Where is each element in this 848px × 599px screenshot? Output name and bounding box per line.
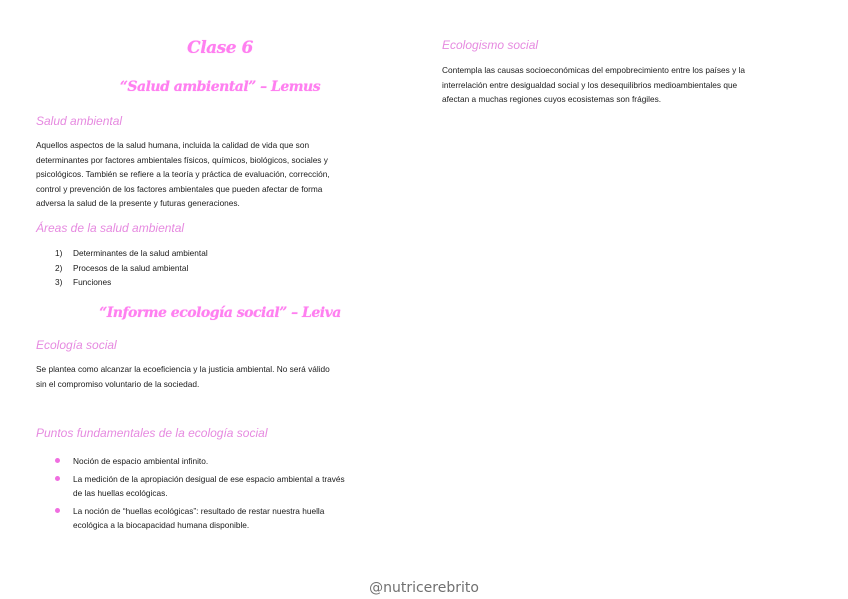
- text-line: Contempla las causas socioeconómicas del empobrecimiento entre los países y la: [442, 65, 745, 75]
- list-item: [55, 472, 345, 501]
- paragraph-salud-ambiental: [36, 138, 330, 211]
- heading-areas-salud-ambiental: Áreas de la salud ambiental: [36, 221, 185, 235]
- bullet-dot-icon: [55, 476, 60, 481]
- list-number: 1): [55, 248, 63, 258]
- puntos-list: [55, 454, 345, 536]
- text-line: interrelación entre desigualdad social y los desequilibrios medioambientales que: [442, 79, 738, 90]
- class-title: Clase 6: [187, 38, 253, 58]
- list-item: [55, 261, 208, 276]
- text-line: Se plantea como alcanzar la ecoeficiencia y la justicia ambiental. No será válido: [36, 364, 330, 374]
- list-item-text: Procesos de la salud ambiental: [73, 262, 189, 273]
- list-item: [55, 454, 345, 469]
- list-item-text: La medición de la apropiación desigual de ese espacio ambiental a través: [73, 473, 345, 484]
- list-item: [55, 246, 208, 261]
- list-item-text: Noción de espacio ambiental infinito.: [73, 456, 209, 466]
- list-item-text: La noción de “huellas ecológicas”: resultado de restar nuestra huella: [73, 505, 325, 516]
- paragraph-ecologia-social: [36, 362, 330, 391]
- heading-puntos-fundamentales: Puntos fundamentales de la ecología social: [36, 426, 268, 440]
- list-number: 2): [55, 262, 63, 273]
- heading-salud-ambiental: Salud ambiental: [36, 114, 123, 128]
- list-item: [55, 275, 208, 290]
- list-item-text: Funciones: [73, 277, 112, 288]
- bullet-dot-icon: [55, 458, 60, 463]
- subtitle-informe-ecologia-social: “Informe ecología social” – Leiva: [99, 305, 341, 321]
- list-item-text: Determinantes de la salud ambiental: [73, 248, 208, 258]
- paragraph-ecologismo-social: [442, 63, 745, 107]
- list-item-text: ecológica a la biocapacidad humana disponible.: [73, 520, 250, 531]
- text-line: adversa la salud de la presente y futuras generaciones.: [36, 198, 240, 209]
- heading-ecologismo-social: Ecologismo social: [442, 38, 539, 52]
- subtitle-salud-ambiental: “Salud ambiental” – Lemus: [119, 79, 321, 95]
- text-line: control y prevención de los factores ambientales que pueden afectar de forma: [36, 183, 323, 194]
- text-line: afectan a muchas regiones cuyos ecosistemas son frágiles.: [442, 94, 662, 105]
- watermark-handle: @nutricerebrito: [369, 580, 479, 596]
- text-line: determinantes por factores ambientales físicos, químicos, biológicos, sociales y: [36, 154, 328, 165]
- areas-list: [55, 246, 208, 290]
- text-line: psicológicos. También se refiere a la teoría y práctica de evaluación, corrección,: [36, 169, 330, 180]
- list-number: 3): [55, 277, 63, 288]
- heading-ecologia-social: Ecología social: [36, 338, 117, 352]
- list-item-text: de las huellas ecológicas.: [73, 488, 168, 499]
- text-line: sin el compromiso voluntario de la sociedad.: [36, 378, 200, 389]
- bullet-dot-icon: [55, 508, 60, 513]
- list-item: [55, 504, 345, 533]
- text-line: Aquellos aspectos de la salud humana, incluida la calidad de vida que son: [36, 140, 310, 150]
